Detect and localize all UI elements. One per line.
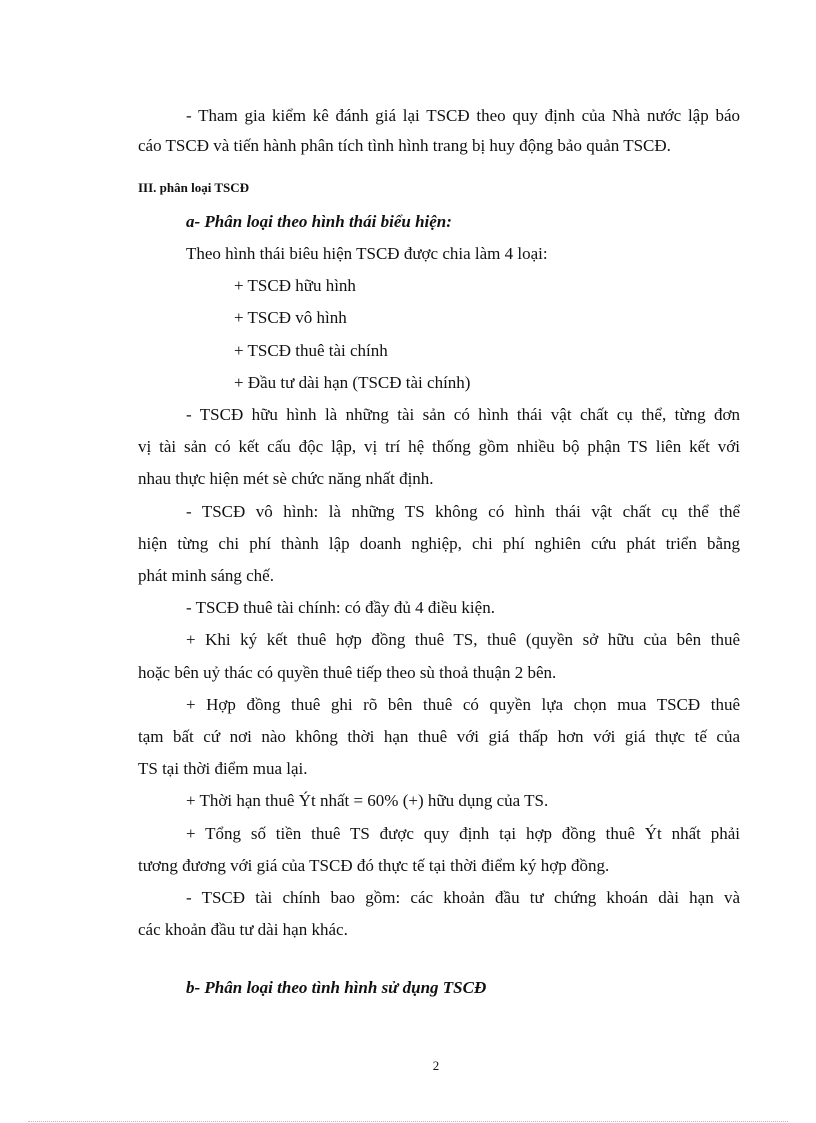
- paragraph-line: cáo TSCĐ và tiến hành phân tích tình hình trang bị huy động bảo quản TSCĐ.: [138, 136, 671, 155]
- paragraph-line: các khoản đầu tư dài hạn khác.: [138, 920, 348, 939]
- subsection-b-title: b- Phân loại theo tình hình sử dụng TSCĐ: [186, 978, 487, 997]
- list-item: + Đầu tư dài hạn (TSCĐ tài chính): [234, 373, 471, 392]
- paragraph-line: - TSCĐ hữu hình là những tài sản có hình thái vật chất cụ thể, từng đơn: [186, 405, 740, 424]
- paragraph-line: - TSCĐ thuê tài chính: có đầy đủ 4 điều kiện.: [186, 598, 495, 617]
- section-heading: III. phân loại TSCĐ: [138, 180, 250, 195]
- paragraph-line: vị tài sản có kết cấu độc lập, vị trí hệ thống gồm nhiều bộ phận TS liên kết với: [138, 437, 740, 456]
- paragraph-line: + Hợp đồng thuê ghi rõ bên thuê có quyền lựa chọn mua TSCĐ thuê: [186, 695, 740, 714]
- paragraph-line: - Tham gia kiểm kê đánh giá lại TSCĐ theo quy định của Nhà nước lập báo: [186, 106, 740, 125]
- paragraph-line: tương đương với giá của TSCĐ đó thực tế tại thời điểm ký hợp đồng.: [138, 856, 610, 875]
- paragraph-line: + Thời hạn thuê Ýt nhất = 60% (+) hữu dụng của TS.: [186, 791, 549, 810]
- paragraph-line: + Khi ký kết thuê hợp đồng thuê TS, thuê (quyền sở hữu của bên thuê: [186, 630, 740, 649]
- paragraph-line: hoặc bên uỷ thác có quyền thuê tiếp theo sù thoả thuận 2 bên.: [138, 663, 557, 682]
- paragraph-line: nhau thực hiện mét sè chức năng nhất định.: [138, 469, 434, 488]
- subsection-a-title: a- Phân loại theo hình thái biểu hiện:: [186, 212, 452, 231]
- paragraph-line: + Tổng số tiền thuê TS được quy định tại hợp đồng thuê Ýt nhất phải: [186, 824, 740, 843]
- paragraph-line: - TSCĐ vô hình: là những TS không có hình thái vật chất cụ thể thể: [186, 502, 740, 521]
- subsection-a-intro: Theo hình thái biêu hiện TSCĐ được chia làm 4 loại:: [186, 244, 548, 263]
- list-item: + TSCĐ hữu hình: [234, 276, 356, 295]
- list-item: + TSCĐ thuê tài chính: [234, 341, 388, 360]
- paragraph-line: TS tại thời điểm mua lại.: [138, 759, 308, 778]
- paragraph-line: tạm bất cứ nơi nào không thời hạn thuê với giá thấp hơn với giá thực tế của: [138, 727, 740, 746]
- page-bottom-divider: [28, 1121, 788, 1122]
- paragraph-line: hiện từng chi phí thành lập doanh nghiệp, chi phí nghiên cứu phát triển bằng: [138, 534, 740, 553]
- page-number: 2: [432, 1058, 440, 1073]
- paragraph-line: - TSCĐ tài chính bao gồm: các khoản đầu tư chứng khoán dài hạn và: [186, 888, 740, 907]
- list-item: + TSCĐ vô hình: [234, 308, 347, 327]
- paragraph-line: phát minh sáng chế.: [138, 566, 274, 585]
